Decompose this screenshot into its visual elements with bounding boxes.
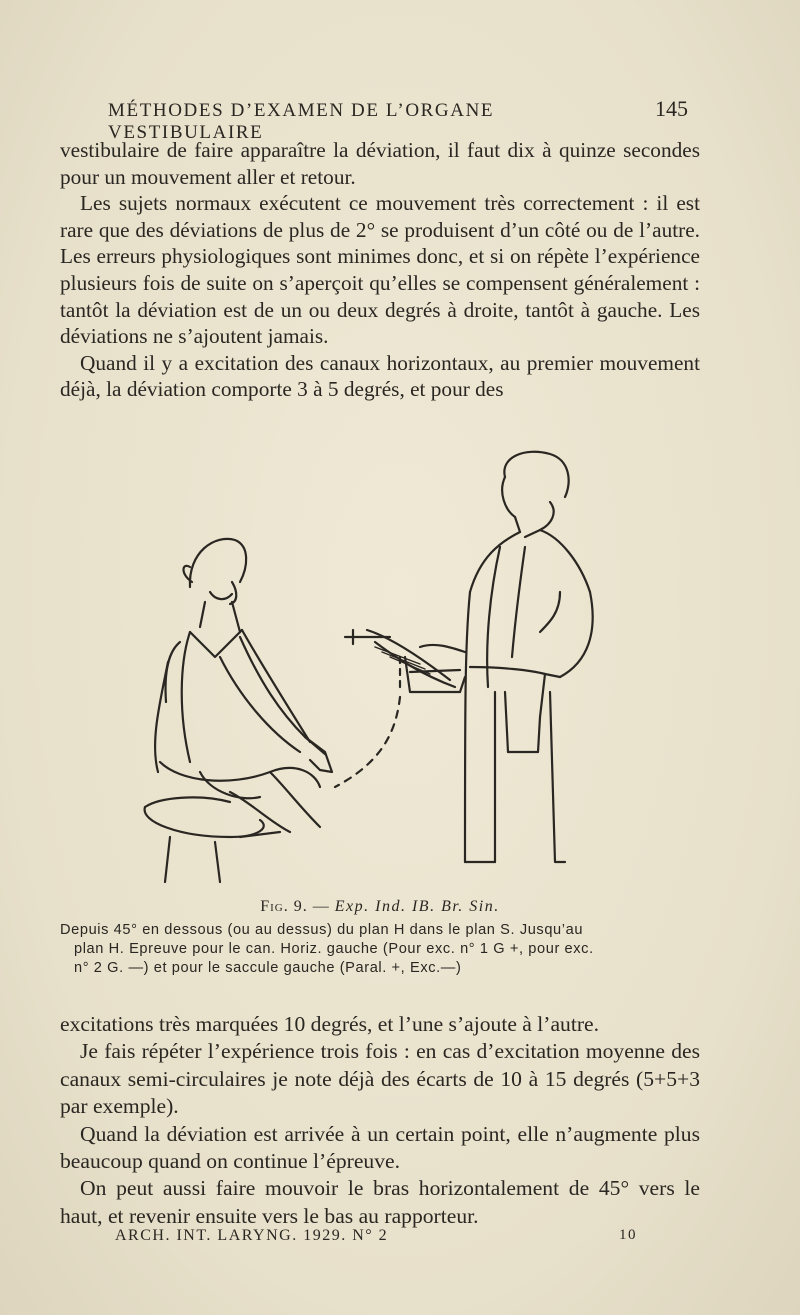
- caption-line: plan H. Epreuve pour le can. Horiz. gauche (Pour exc. n° 1 G +, pour exc.: [74, 941, 594, 957]
- body-text-bottom: [60, 1011, 700, 1230]
- protractor-apparatus: [335, 630, 465, 787]
- caption-line: n° 2 G. —) et pour le saccule gauche (Paral. +, Exc.—): [74, 960, 462, 976]
- paragraph: Quand la déviation est arrivée à un certain point, elle n’augmente plus beaucoup quand on continue l’épreuve.: [60, 1121, 700, 1174]
- paragraph: vestibulaire de faire apparaître la déviation, il faut dix à quinze secondes pour un mouvement aller et retour.: [60, 138, 700, 189]
- figure-label: Fig. 9.: [260, 898, 308, 915]
- figure-caption: [60, 897, 700, 978]
- sheet-number: 10: [619, 1227, 637, 1243]
- page-footer: [115, 1227, 637, 1245]
- paragraph: Je fais répéter l’expérience trois fois : en cas d’excitation moyenne des canaux semi-circulaires je note déjà des écarts de 10 à 15 degrés (5+5+3 par exemple).: [60, 1039, 700, 1119]
- figure-title: [60, 897, 700, 916]
- figure-dash: —: [312, 898, 330, 915]
- signature-mark: ARCH. INT. LARYNG. 1929. N° 2: [115, 1227, 389, 1244]
- figure-description: [60, 921, 700, 978]
- figure-illustration: [120, 442, 640, 892]
- caption-line: Depuis 45° en dessous (ou au dessus) du plan H dans le plan S. Jusqu’au: [60, 922, 584, 938]
- paragraph: Les sujets normaux exécutent ce mouvement très correctement : il est rare que des déviations de plus de 2° se produisent d’un côté ou de l’autre. Les erreurs physiologiques sont minimes donc, et si on répète l’expérience plusieurs fois de suite on s’aperçoit qu’elles se compensent généralement : tantôt la déviation est de un ou deux degrés à droite, tantôt à gauche. Les déviations ne s’ajoutent jamais.: [60, 191, 700, 349]
- running-head-title: MÉTHODES D’EXAMEN DE L’ORGANE VESTIBULAIRE: [108, 100, 495, 143]
- paragraph: excitations très marquées 10 degrés, et l’une s’ajoute à l’autre.: [60, 1012, 600, 1036]
- seated-patient-drawing: [145, 539, 332, 882]
- figure-title-text: Exp. Ind. IB. Br. Sin.: [334, 898, 500, 915]
- page-number: 145: [655, 96, 688, 121]
- paragraph: Quand il y a excitation des canaux horizontaux, au premier mouvement déjà, la déviation comporte 3 à 5 degrés, et pour des: [60, 350, 700, 402]
- standing-examiner-drawing: [420, 452, 593, 862]
- body-text-top: [60, 137, 700, 403]
- paragraph: On peut aussi faire mouvoir le bras horizontalement de 45° vers le haut, et revenir ensuite vers le bas au rapporteur.: [60, 1176, 700, 1228]
